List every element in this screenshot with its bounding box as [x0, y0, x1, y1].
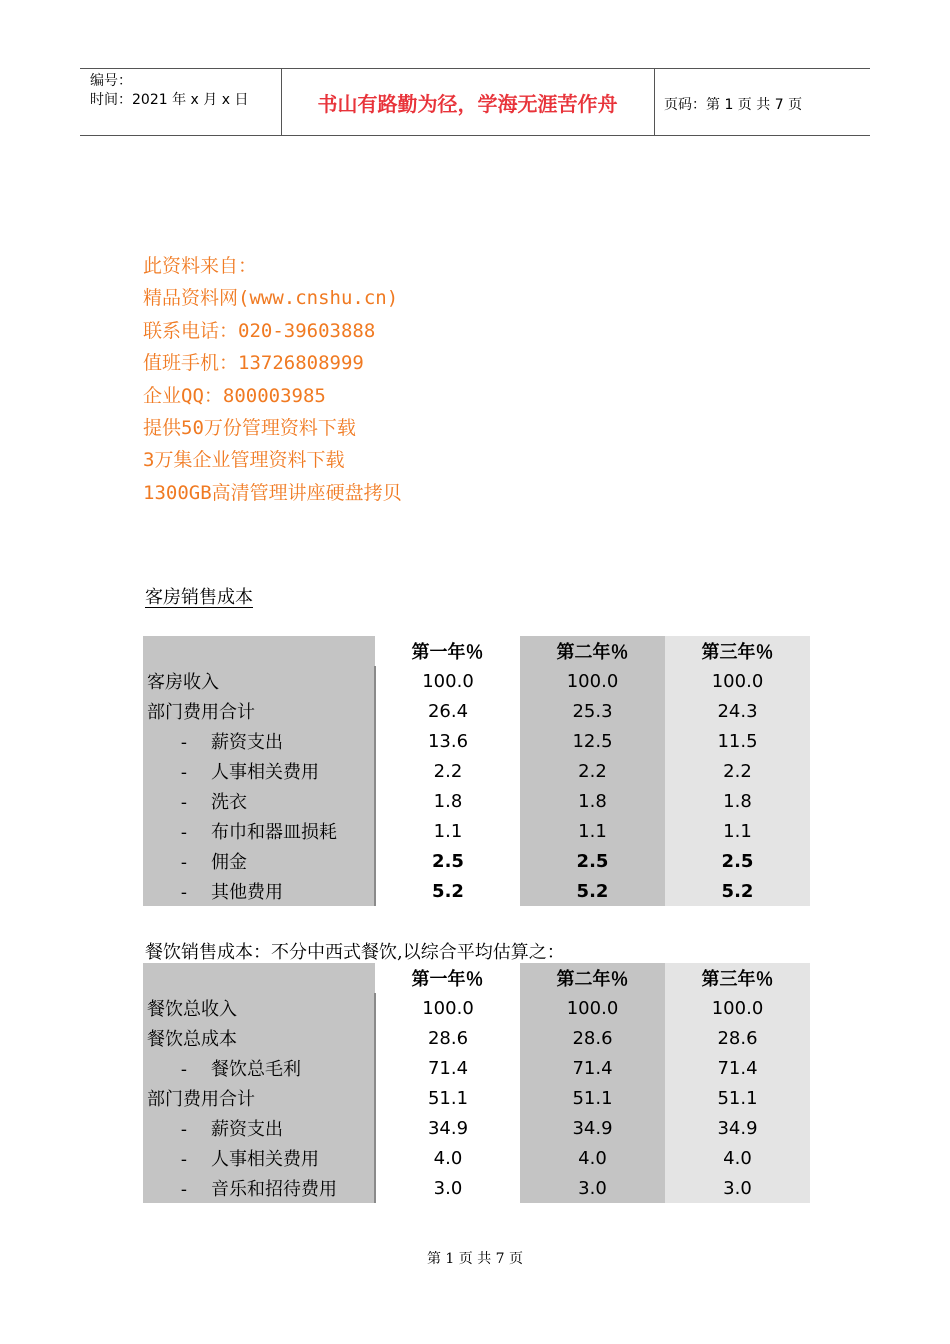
table-row — [143, 846, 810, 876]
value-cell: 100.0 — [375, 666, 520, 696]
table-header-row — [143, 963, 810, 993]
row-label-text: 餐饮总毛利 — [211, 1059, 301, 1080]
time-label: 时间：2021 年 x 月 x 日 — [90, 92, 249, 108]
value-cell: 100.0 — [520, 666, 665, 696]
sub-item-marker: - — [180, 762, 187, 783]
row-label — [143, 1113, 375, 1143]
promo-block — [143, 250, 402, 509]
table-row — [143, 993, 810, 1023]
value-cell: 1.1 — [520, 816, 665, 846]
promo-line: 1300GB高清管理讲座硬盘拷贝 — [143, 481, 402, 504]
promo-line: 精品资料网(www.cnshu.cn) — [143, 287, 399, 310]
row-label: 餐饮总收入 — [143, 993, 375, 1023]
table-row — [143, 1023, 810, 1053]
row-label — [143, 846, 375, 876]
row-label-text: 布巾和器皿损耗 — [211, 822, 337, 843]
table-row — [143, 1083, 810, 1113]
value-cell: 5.2 — [665, 876, 810, 906]
value-cell: 100.0 — [520, 993, 665, 1023]
value-cell: 71.4 — [375, 1053, 520, 1083]
sub-item-marker: - — [180, 852, 187, 873]
table-row — [143, 696, 810, 726]
row-label-text: 人事相关费用 — [211, 762, 319, 783]
row-label-text: 佣金 — [211, 852, 247, 873]
row-label: 部门费用合计 — [143, 696, 375, 726]
row-label: 部门费用合计 — [143, 1083, 375, 1113]
table-header-row — [143, 636, 810, 666]
row-label — [143, 1053, 375, 1083]
value-cell: 100.0 — [665, 666, 810, 696]
row-label — [143, 816, 375, 846]
value-cell: 51.1 — [375, 1083, 520, 1113]
food-cost-table — [143, 963, 810, 1203]
row-label-text: 薪资支出 — [211, 732, 283, 753]
table-row — [143, 1113, 810, 1143]
sub-item-marker: - — [180, 822, 187, 843]
sub-item-marker: - — [180, 1149, 187, 1170]
column-header: 第一年％ — [375, 636, 520, 666]
value-cell: 51.1 — [520, 1083, 665, 1113]
value-cell: 4.0 — [665, 1143, 810, 1173]
promo-line: 联系电话：020-39603888 — [143, 319, 376, 342]
column-header: 第三年％ — [665, 963, 810, 993]
value-cell: 24.3 — [665, 696, 810, 726]
promo-line: 值班手机：13726808999 — [143, 352, 364, 375]
row-label — [143, 876, 375, 906]
value-cell: 28.6 — [375, 1023, 520, 1053]
food-cost-title: 餐饮销售成本：不分中西式餐饮,以综合平均估算之： — [145, 942, 565, 963]
value-cell: 28.6 — [520, 1023, 665, 1053]
header-divider-2 — [654, 68, 655, 135]
number-label: 编号： — [90, 73, 132, 89]
header-page-info: 页码：第 1 页 共 7 页 — [664, 97, 803, 113]
sub-item-marker: - — [180, 882, 187, 903]
table-row — [143, 1173, 810, 1203]
value-cell: 1.8 — [665, 786, 810, 816]
row-label — [143, 786, 375, 816]
value-cell: 2.5 — [520, 846, 665, 876]
column-header: 第一年％ — [375, 963, 520, 993]
table-row — [143, 876, 810, 906]
table-row — [143, 1143, 810, 1173]
value-cell: 4.0 — [375, 1143, 520, 1173]
row-label-text: 其他费用 — [211, 882, 283, 903]
value-cell: 5.2 — [375, 876, 520, 906]
value-cell: 3.0 — [665, 1173, 810, 1203]
header-top-rule — [80, 68, 870, 69]
value-cell: 3.0 — [375, 1173, 520, 1203]
value-cell: 1.8 — [375, 786, 520, 816]
value-cell: 34.9 — [375, 1113, 520, 1143]
header-blank-cell — [143, 963, 375, 993]
promo-line: 3万集企业管理资料下载 — [143, 449, 345, 472]
row-label-text: 洗衣 — [211, 792, 247, 813]
table-row — [143, 666, 810, 696]
row-label-text: 薪资支出 — [211, 1119, 283, 1140]
sub-item-marker: - — [180, 1119, 187, 1140]
value-cell: 2.5 — [375, 846, 520, 876]
value-cell: 3.0 — [520, 1173, 665, 1203]
value-cell: 71.4 — [665, 1053, 810, 1083]
column-header: 第二年％ — [520, 636, 665, 666]
row-label: 餐饮总成本 — [143, 1023, 375, 1053]
value-cell: 100.0 — [665, 993, 810, 1023]
value-cell: 2.2 — [665, 756, 810, 786]
header-motto: 书山有路勤为径，学海无涯苦作舟 — [317, 92, 618, 116]
value-cell: 2.2 — [375, 756, 520, 786]
promo-line: 此资料来自： — [143, 255, 258, 277]
value-cell: 51.1 — [665, 1083, 810, 1113]
sub-item-marker: - — [180, 792, 187, 813]
table-row — [143, 786, 810, 816]
value-cell: 28.6 — [665, 1023, 810, 1053]
value-cell: 12.5 — [520, 726, 665, 756]
sub-item-marker: - — [180, 732, 187, 753]
value-cell: 25.3 — [520, 696, 665, 726]
row-label — [143, 726, 375, 756]
row-label — [143, 756, 375, 786]
table-row — [143, 1053, 810, 1083]
sub-item-marker: - — [180, 1059, 187, 1080]
value-cell: 26.4 — [375, 696, 520, 726]
column-header: 第三年％ — [665, 636, 810, 666]
promo-line: 企业QQ：800003985 — [143, 384, 326, 407]
value-cell: 34.9 — [520, 1113, 665, 1143]
row-label — [143, 1143, 375, 1173]
table-row — [143, 816, 810, 846]
value-cell: 2.2 — [520, 756, 665, 786]
promo-line: 提供50万份管理资料下载 — [143, 417, 356, 440]
value-cell: 1.8 — [520, 786, 665, 816]
value-cell: 13.6 — [375, 726, 520, 756]
value-cell: 5.2 — [520, 876, 665, 906]
room-cost-title: 客房销售成本 — [145, 587, 253, 608]
header-meta — [90, 72, 248, 110]
value-cell: 4.0 — [520, 1143, 665, 1173]
header-blank-cell — [143, 636, 375, 666]
value-cell: 1.1 — [375, 816, 520, 846]
table-row — [143, 756, 810, 786]
value-cell: 1.1 — [665, 816, 810, 846]
table-row — [143, 726, 810, 756]
page-footer: 第 1 页 共 7 页 — [426, 1251, 524, 1267]
row-label: 客房收入 — [143, 666, 375, 696]
row-label — [143, 1173, 375, 1203]
sub-item-marker: - — [180, 1179, 187, 1200]
row-label-text: 人事相关费用 — [211, 1149, 319, 1170]
value-cell: 34.9 — [665, 1113, 810, 1143]
value-cell: 11.5 — [665, 726, 810, 756]
value-cell: 2.5 — [665, 846, 810, 876]
column-header: 第二年％ — [520, 963, 665, 993]
header-bottom-rule — [80, 135, 870, 136]
value-cell: 71.4 — [520, 1053, 665, 1083]
row-label-text: 音乐和招待费用 — [211, 1179, 337, 1200]
room-cost-table — [143, 636, 810, 906]
value-cell: 100.0 — [375, 993, 520, 1023]
